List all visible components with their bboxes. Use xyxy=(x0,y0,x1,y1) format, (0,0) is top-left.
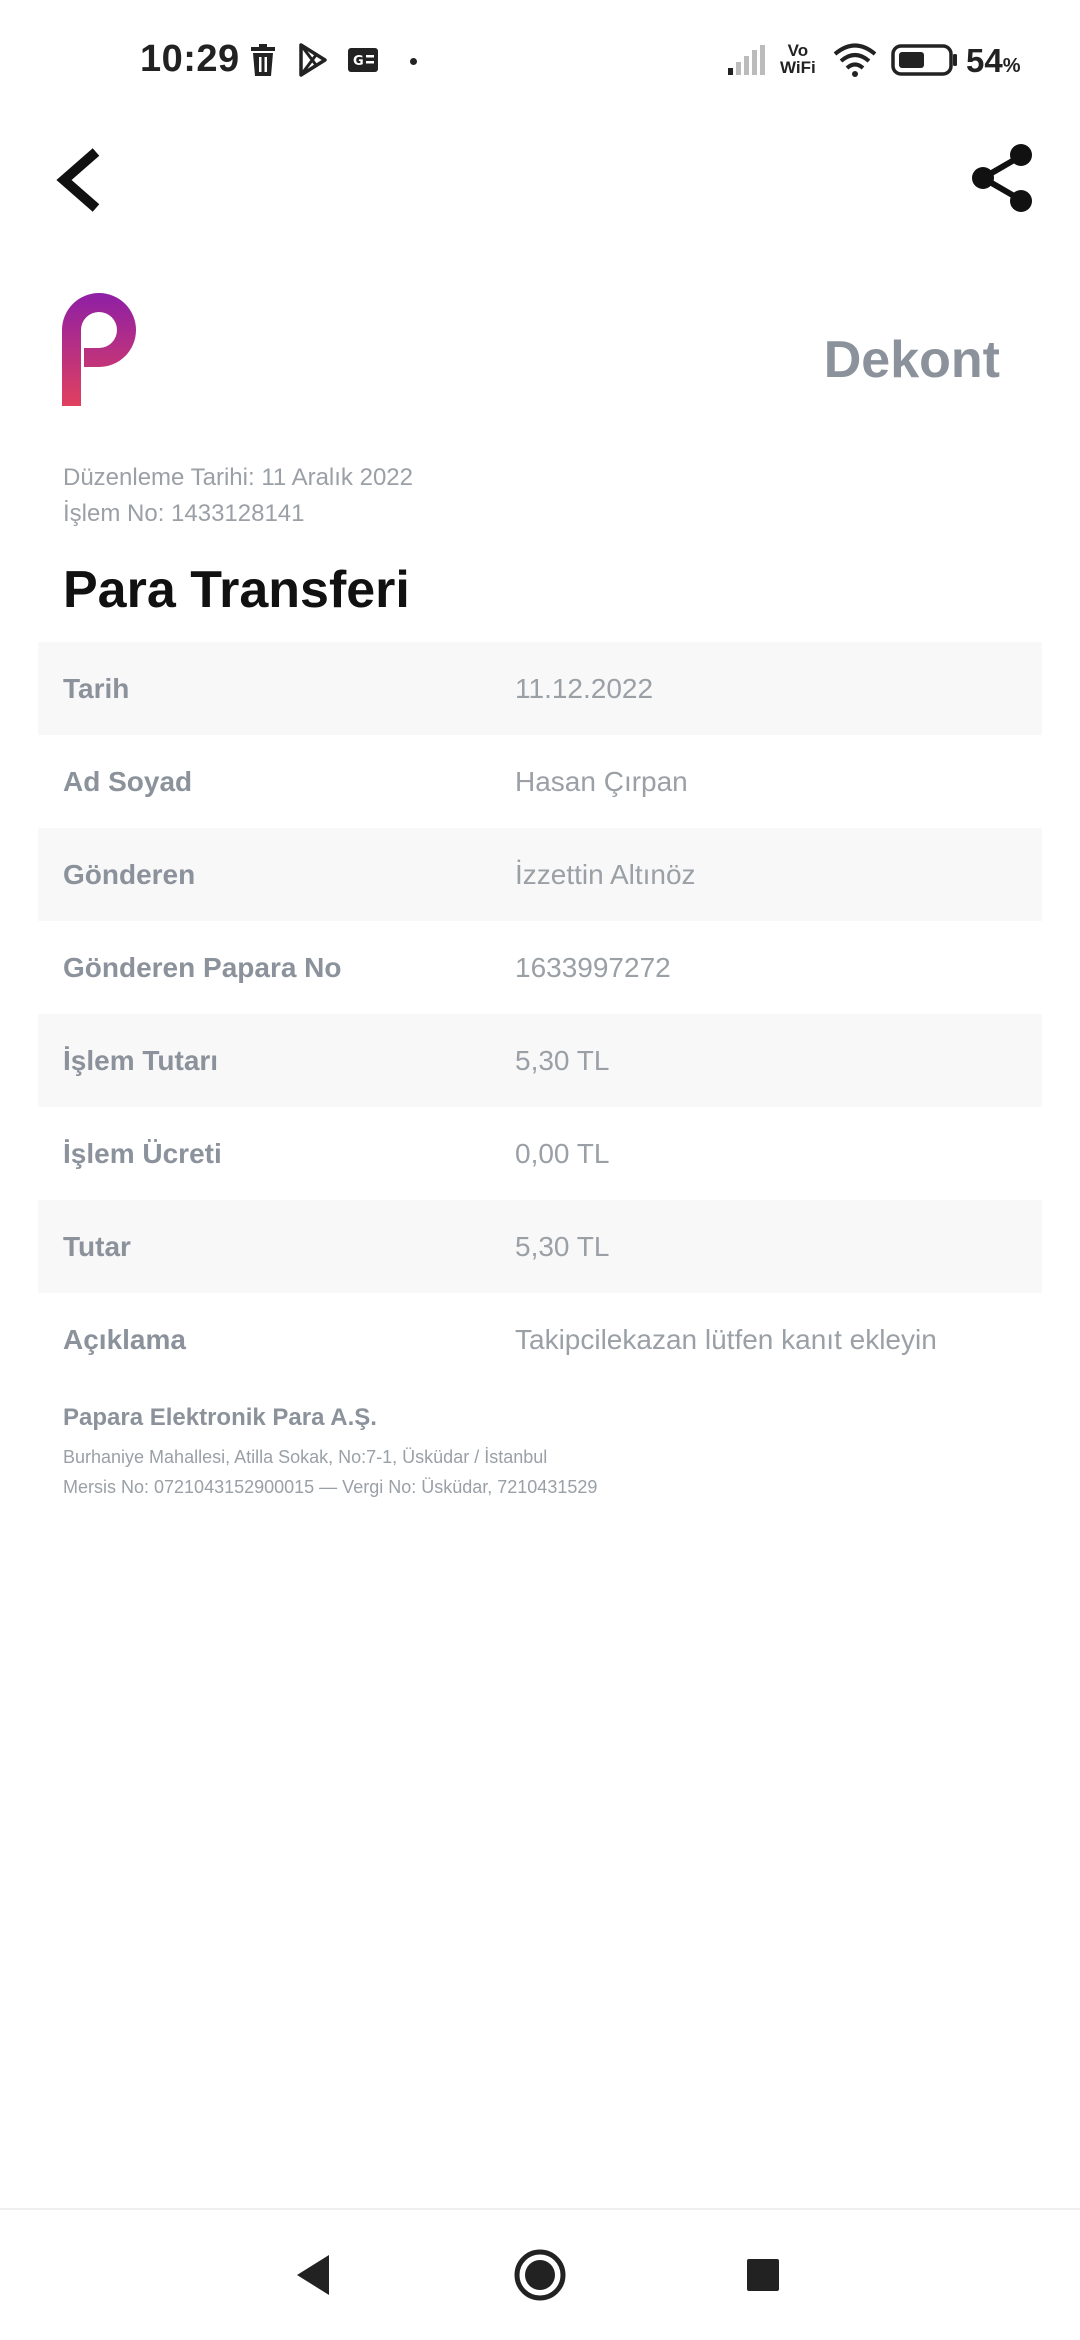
row-value: Takipcilekazan lütfen kanıt ekleyin xyxy=(515,1323,937,1355)
share-icon xyxy=(969,142,1037,214)
row-value: 11.12.2022 xyxy=(515,672,654,704)
nav-back-icon xyxy=(293,2253,333,2297)
document-type-title: Dekont xyxy=(823,331,1000,389)
transaction-number: İşlem No: 1433128141 xyxy=(63,500,305,527)
company-registry: Mersis No: 0721043152900015 — Vergi No: Üsküdar, 7210431529 xyxy=(63,1477,598,1497)
table-row xyxy=(38,642,1042,735)
row-label: Tutar xyxy=(63,1230,131,1262)
nav-recents-button[interactable] xyxy=(728,2240,798,2310)
translate-icon xyxy=(346,42,380,78)
battery-percent: 54% xyxy=(966,42,1021,79)
row-value: 0,00 TL xyxy=(515,1137,610,1169)
row-value: 5,30 TL xyxy=(515,1044,610,1076)
table-row xyxy=(38,1107,1042,1200)
play-store-icon xyxy=(296,42,330,78)
row-label: Tarih xyxy=(63,672,130,704)
nav-recents-icon xyxy=(745,2257,781,2293)
wifi-icon xyxy=(832,42,878,78)
papara-logo-icon xyxy=(60,290,138,408)
row-label: İşlem Tutarı xyxy=(63,1044,219,1076)
row-label: Açıklama xyxy=(63,1323,186,1355)
system-nav-bar xyxy=(0,2208,1080,2340)
table-row xyxy=(38,1200,1042,1293)
table-row xyxy=(38,1014,1042,1107)
company-name: Papara Elektronik Para A.Ş. xyxy=(63,1404,377,1431)
share-button[interactable] xyxy=(965,140,1041,216)
notification-dot xyxy=(410,58,417,65)
row-label: Gönderen Papara No xyxy=(63,951,342,983)
row-value: 5,30 TL xyxy=(515,1230,610,1262)
receipt-meta xyxy=(63,460,413,532)
details-table xyxy=(38,642,1042,1386)
company-info xyxy=(63,1404,597,1502)
row-value: İzzettin Altınöz xyxy=(515,858,696,890)
vowifi-indicator: Vo WiFi xyxy=(780,41,816,77)
svg-text:G: G xyxy=(353,54,364,69)
back-button[interactable] xyxy=(44,140,114,220)
row-value: 1633997272 xyxy=(515,951,671,983)
trash-icon xyxy=(247,42,279,78)
signal-icon xyxy=(726,42,770,78)
table-row xyxy=(38,828,1042,921)
status-bar xyxy=(0,0,1080,125)
battery-icon xyxy=(890,42,960,78)
nav-back-button[interactable] xyxy=(278,2240,348,2310)
issue-date: Düzenleme Tarihi: 11 Aralık 2022 xyxy=(63,464,413,491)
table-row xyxy=(38,921,1042,1014)
nav-home-button[interactable] xyxy=(505,2240,575,2310)
page-title: Para Transferi xyxy=(63,561,410,619)
row-label: Ad Soyad xyxy=(63,765,193,797)
row-value: Hasan Çırpan xyxy=(515,765,688,797)
nav-home-icon xyxy=(513,2248,567,2302)
chevron-left-icon xyxy=(54,146,104,214)
table-row xyxy=(38,1293,1042,1386)
row-label: Gönderen xyxy=(63,858,196,890)
status-time: 10:29 xyxy=(140,38,240,80)
row-label: İşlem Ücreti xyxy=(63,1137,222,1169)
table-row xyxy=(38,735,1042,828)
company-address: Burhaniye Mahallesi, Atilla Sokak, No:7-1, Üsküdar / İstanbul xyxy=(63,1447,548,1467)
